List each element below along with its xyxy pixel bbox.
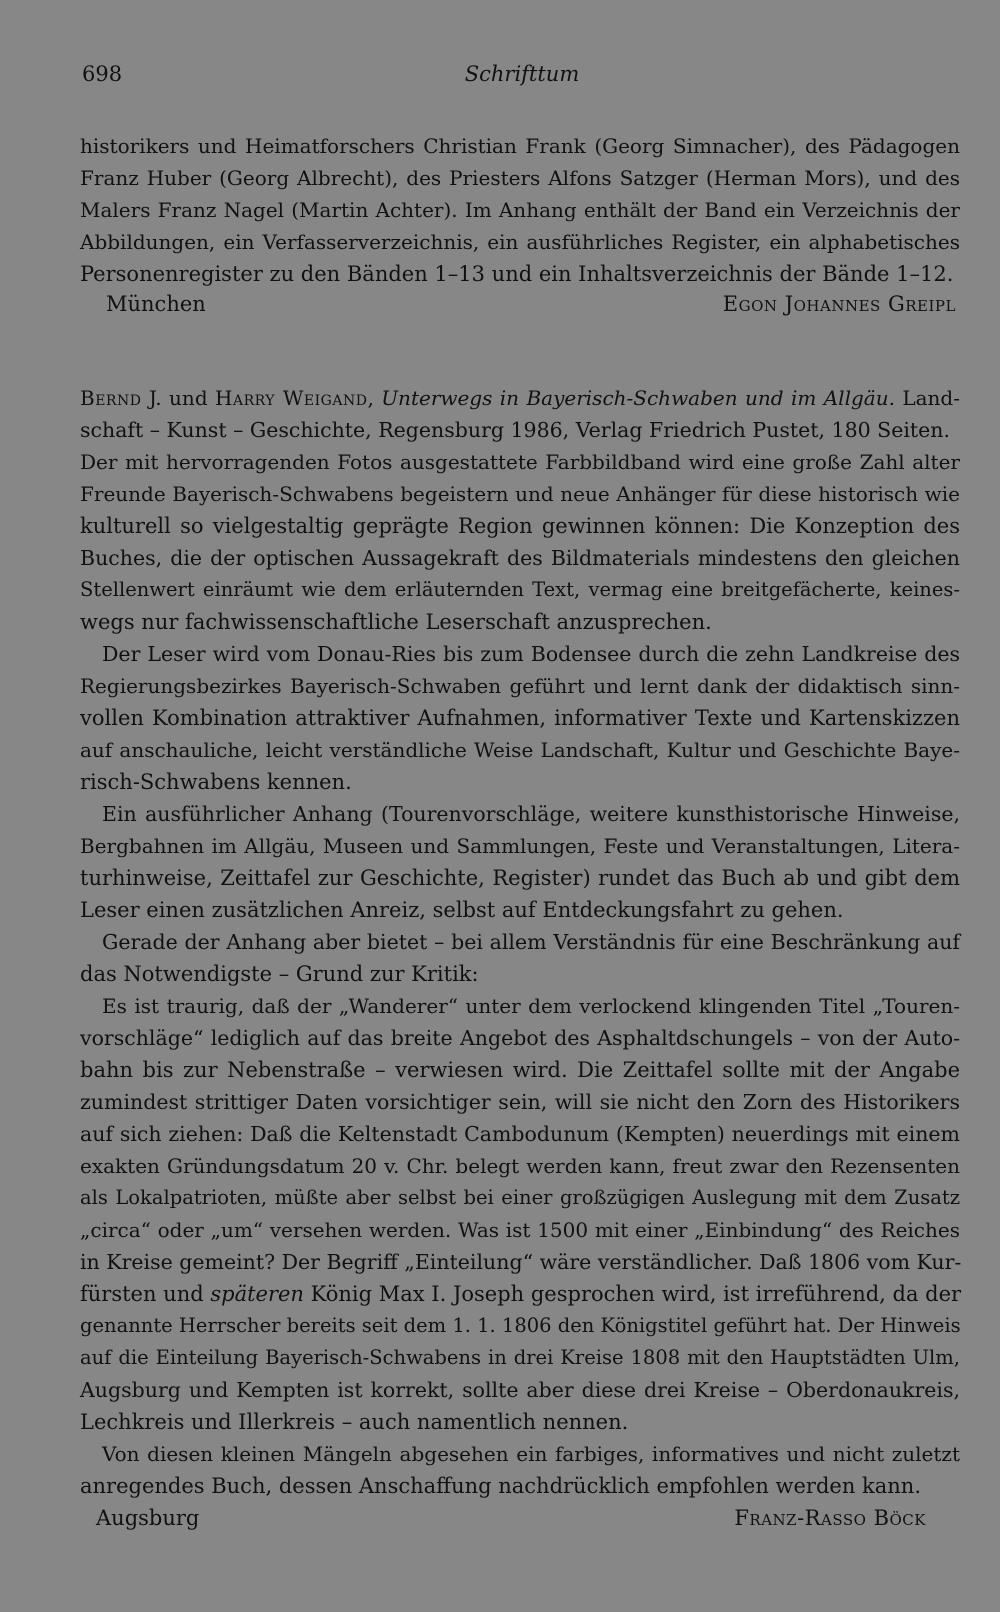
text-line: als Lokalpatrioten, müßte aber selbst bei einer großzügigen Auslegung mit dem Zusatz: [80, 1186, 960, 1209]
text-line: Malers Franz Nagel (Martin Achter). Im Anhang enthält der Band ein Verzeichnis der: [80, 198, 960, 222]
text-line: anregendes Buch, dessen Anschaffung nachdrücklich empfohlen werden kann.: [80, 1474, 922, 1498]
text-line: vollen Kombination attraktiver Aufnahmen, informativer Texte und Kartenskizzen: [80, 706, 960, 730]
text-line: bahn bis zur Nebenstraße – verwiesen wird. Die Zeittafel sollte mit der Angabe: [80, 1058, 960, 1082]
text-line: kulturell so vielgestaltig geprägte Region gewinnen können: Die Konzeption des: [80, 514, 960, 538]
text-line: Es ist traurig, daß der „Wanderer“ unter dem verlockend klingenden Titel „Touren-: [102, 994, 960, 1018]
review-place: Augsburg: [96, 1506, 200, 1530]
text-line: Der mit hervorragenden Fotos ausgestattete Farbbildband wird eine große Zahl alter: [80, 450, 960, 474]
text-line: risch-Schwabens kennen.: [80, 770, 352, 794]
running-title: Schrifttum: [464, 62, 580, 86]
emphasized-word: späteren: [210, 1282, 304, 1306]
text-line: Regierungsbezirkes Bayerisch-Schwaben geführt und lernt dank der didaktisch sinn-: [80, 674, 960, 698]
text-line: Gerade der Anhang aber bietet – bei allem Verständnis für eine Beschränkung auf: [102, 930, 960, 954]
text-segment: fürsten und: [80, 1282, 211, 1306]
text-line: das Notwendigste – Grund zur Kritik:: [80, 962, 479, 986]
text-line: Buches, die der optischen Aussagekraft des Bildmaterials mindestens den gleichen: [80, 546, 960, 570]
text-line: Personenregister zu den Bänden 1–13 und ein Inhaltsverzeichnis der Bände 1–12.: [80, 262, 954, 286]
text-segment: König Max I. Joseph gesprochen wird, ist irreführend, da der: [303, 1282, 962, 1306]
text-line: Freunde Bayerisch-Schwabens begeistern und neue Anhänger für diese historisch wie: [80, 482, 960, 506]
page-header: [82, 62, 962, 92]
text-line: zumindest strittiger Daten vorsichtiger sein, will sie nicht den Zorn des Historikers: [80, 1090, 960, 1114]
text-line: auf anschauliche, leicht verständliche Weise Landschaft, Kultur und Geschichte Baye-: [80, 738, 960, 762]
author-connector: J. und: [141, 386, 216, 410]
text-line: in Kreise gemeint? Der Begriff „Einteilung“ wäre verständlicher. Daß 1806 vom Kur-: [80, 1250, 962, 1274]
text-line: Franz Huber (Georg Albrecht), des Priesters Alfons Satzger (Herman Mors), und des: [80, 166, 960, 190]
author-name: Bernd: [80, 386, 142, 410]
text-line: Bergbahnen im Allgäu, Museen und Sammlungen, Feste und Veranstaltungen, Litera-: [80, 834, 960, 858]
reviewer-name: Franz-Rasso Böck: [734, 1506, 926, 1530]
text-line: Lechkreis und Illerkreis – auch namentlich nennen.: [80, 1410, 629, 1434]
text-line: Leser einen zusätzlichen Anreiz, selbst auf Entdeckungsfahrt zu gehen.: [80, 898, 844, 922]
text-line: Von diesen kleinen Mängeln abgesehen ein farbiges, informatives und nicht zuletzt: [102, 1442, 960, 1466]
book-title: Unterwegs in Bayerisch-Schwaben und im Allgäu.: [381, 386, 895, 410]
citation-line: schaft – Kunst – Geschichte, Regensburg 1986, Verlag Friedrich Pustet, 180 Seiten.: [80, 418, 950, 442]
review-place: München: [106, 292, 206, 316]
text-line: wegs nur fachwissenschaftliche Leserschaft anzusprechen.: [80, 610, 712, 634]
citation-separator: ,: [367, 386, 382, 410]
page-number: 698: [82, 62, 123, 86]
text-line: auf sich ziehen: Daß die Keltenstadt Cambodunum (Kempten) neuerdings mit einem: [80, 1122, 960, 1146]
text-line: exakten Gründungsdatum 20 v. Chr. belegt werden kann, freut zwar den Rezensenten: [80, 1154, 960, 1178]
author-name: Harry Weigand: [215, 386, 368, 410]
citation-text: Land-: [894, 386, 960, 410]
text-line: Abbildungen, ein Verfasserverzeichnis, ein ausführliches Register, ein alphabetisches: [80, 230, 960, 254]
text-line: vorschläge“ lediglich auf das breite Angebot des Asphaltdschungels – von der Auto-: [80, 1026, 960, 1050]
text-line: Der Leser wird vom Donau-Ries bis zum Bodensee durch die zehn Landkreise des: [102, 642, 960, 666]
text-line: „circa“ oder „um“ versehen werden. Was ist 1500 mit einer „Einbindung“ des Reiches: [80, 1218, 960, 1242]
text-line: [80, 1278, 960, 1310]
text-line: turhinweise, Zeittafel zur Geschichte, Register) rundet das Buch ab und gibt dem: [80, 866, 960, 890]
text-line: historikers und Heimatforschers Christian Frank (Georg Simnacher), des Pädagogen: [80, 134, 960, 158]
text-line: genannte Herrscher bereits seit dem 1. 1. 1806 den Königstitel geführt hat. Der Hinweis: [80, 1314, 961, 1337]
text-line: Stellenwert einräumt wie dem erläuternden Text, vermag eine breitgefächerte, keines-: [80, 578, 960, 601]
text-line: Ein ausführlicher Anhang (Tourenvorschläge, weitere kunsthistorische Hinweise,: [102, 802, 960, 826]
text-line: Augsburg und Kempten ist korrekt, sollte aber diese drei Kreise – Oberdonaukreis,: [80, 1378, 960, 1402]
book-citation: [80, 382, 960, 414]
reviewer-name: Egon Johannes Greipl: [722, 292, 956, 316]
text-line: auf die Einteilung Bayerisch-Schwabens in drei Kreise 1808 mit den Hauptstädten Ulm,: [80, 1346, 960, 1369]
